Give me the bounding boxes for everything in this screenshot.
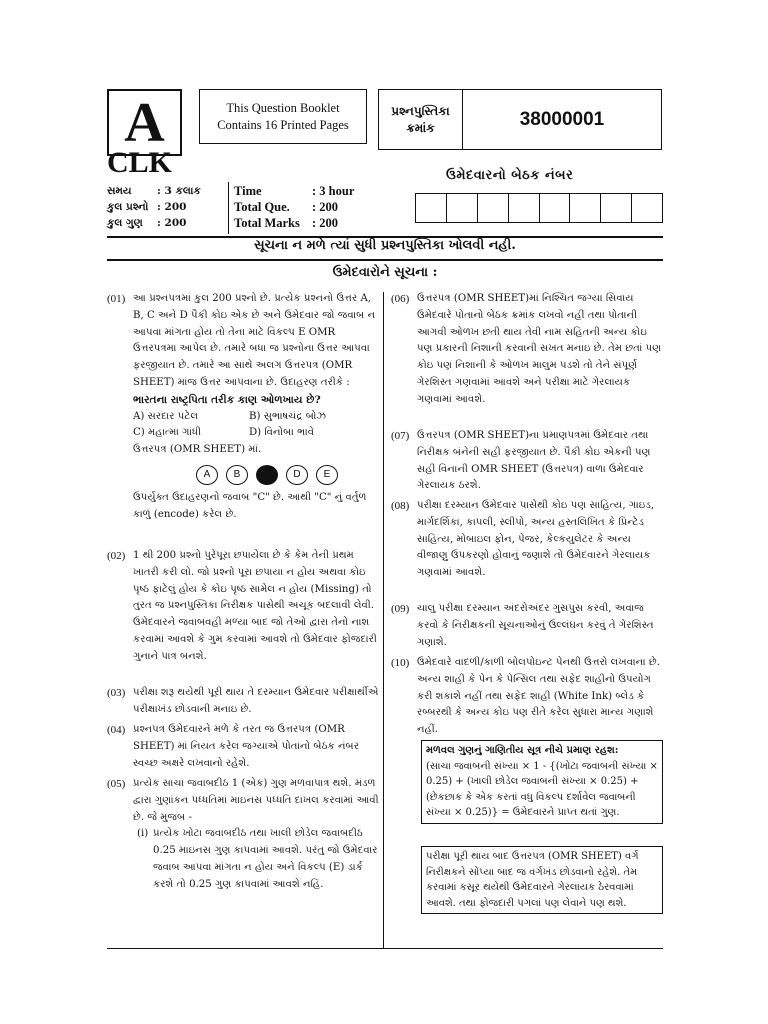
instruction-number: (10) [391, 657, 410, 669]
roll-number-cell[interactable] [601, 194, 632, 222]
omr-bubble: B [226, 465, 248, 485]
example-option: B) સુભાષચંદ્ર બોઝ [249, 410, 327, 422]
omr-label: ઉત્તરપત્ર (OMR SHEET) માં. [133, 444, 262, 456]
instruction-04 [107, 722, 379, 772]
meta-value: : 200 [312, 200, 339, 214]
roll-number-cell[interactable] [632, 194, 662, 222]
omr-bubble: A [196, 465, 218, 485]
example-options [133, 409, 379, 443]
meta-divider [228, 182, 229, 234]
instruction-text: પરીક્ષા શરૂ થયેથી પૂરી થાય તે દરમ્યાન ઉમેદવાર પરીક્ષાર્થીએ પરીક્ષાખંડ છોડવાની મનાઇ છે. [133, 687, 379, 715]
instruction-number: (05) [107, 778, 126, 790]
subpoint-text: પ્રત્યેક ખોટા જવાબદીઠ તથા ખાલી છોડેલ જવાબદીઠ 0.25 માઇનસ ગુણ કાપવામાં આવશે. પરંતુ જો ઉમેદવાર જવાબ આપવા માંગતા ન હોય અને વિકલ્પ (E) ડાર્ક કરશે તો 0.25 ગુણ કાપવામાં આવશે નહિં. [153, 828, 378, 890]
instruction-08 [391, 498, 663, 582]
meta-value: : 200 [157, 201, 187, 213]
instruction-text: પરીક્ષા દરમ્યાન ઉમેદવાર પાસેથી કોઇ પણ સાહિત્ય, ગાઇડ, માર્ગદર્શિકા, કાપલી, સ્લીપો, અન્ય હસ્તલિખિત કે પ્રિન્ટેડ સાહિત્ય, મોબાઇલ ફોન, પેજર, કેલ્કયુલેટર કે અન્ય વીજાણુ ઉપકરણો હોવાનું જણાશે તો ઉમેદવારને ગેરલાયક ગણવામાં આવશે. [417, 500, 655, 579]
instruction-number: (01) [107, 293, 126, 305]
booklet-info-box [199, 89, 367, 144]
roll-number-grid[interactable] [415, 193, 663, 223]
serial-label-line-1: પ્રશ્નપુસ્તિકા [391, 104, 450, 119]
serial-label [379, 90, 463, 149]
omr-bubble: E [316, 465, 338, 485]
meta-row [107, 199, 225, 215]
meta-row [107, 215, 225, 231]
meta-label: સમય [107, 185, 132, 197]
meta-row [234, 199, 404, 215]
booklet-info-line-2: Contains 16 Printed Pages [217, 117, 349, 132]
instruction-01 [107, 291, 379, 524]
instruction-text: પ્રશ્નપત્ર ઉમેદવારને મળે કે તરત જ ઉત્તરપત્ર (OMR SHEET) માં નિયત કરેલ જગ્યાએ પોતાનો બેઠક નંબર સ્વચ્છ અક્ષરે લખવાનો રહેશે. [133, 724, 360, 769]
submission-note-text: પરીક્ષા પૂરી થાય બાદ ઉત્તરપત્ર (OMR SHEET) વર્ગ નિરીક્ષકને સોંપ્યા બાદ જ વર્ગખંડ છોડવાનો રહેશે. તેમ કરવામાં કસૂર થયેથી ઉમેદવારને ગેરલાયક ઠેરવવામાં આવશે. તથા ફોજદારી પગલાં પણ લેવાને પણ થશે. [426, 851, 639, 909]
booklet-info-line-1: This Question Booklet [226, 101, 340, 116]
instruction-09 [391, 601, 663, 651]
instruction-number: (08) [391, 500, 410, 512]
meta-value: : 3 hour [312, 184, 355, 198]
instruction-number: (09) [391, 603, 410, 615]
scoring-formula-title: મળવલ ગુણનું ગાણિતીય સૂત્ર નીચે પ્રમાણ રહશ: [426, 745, 619, 756]
instruction-number: (02) [107, 550, 126, 562]
booklet-serial-box [378, 89, 662, 150]
roll-number-cell[interactable] [416, 194, 447, 222]
serial-number: 38000001 [519, 108, 605, 130]
instruction-number: (03) [107, 687, 126, 699]
instruction-number: (04) [107, 724, 126, 736]
instruction-06 [391, 291, 663, 409]
omr-bubble-filled: C [256, 465, 278, 485]
instructions-title: ઉમેદવારોને સૂચના : [332, 265, 438, 280]
rule-middle [107, 259, 663, 261]
meta-label: કુલ ગુણ [107, 217, 143, 229]
exam-code: CLK [107, 146, 173, 179]
roll-number-title: ઉમેદવારનો બેઠક નંબર [446, 168, 574, 183]
scoring-formula-box [421, 740, 663, 824]
notice-line: સૂચના ન મળે ત્યાં સુધી પ્રશ્નપુસ્તિકા ખોલવી નહી. [254, 238, 516, 253]
meta-value: : 200 [312, 216, 339, 230]
serial-label-line-2: ક્રમાંક [406, 120, 435, 135]
instruction-text: ઉત્તરપત્ર (OMR SHEET)ના પ્રમાણપત્રમાં ઉમેદવાર તથા નિરીક્ષક બંનેની સહી ફરજીયાત છે. પૈકી કોઇ એકની પણ સહી વિનાની OMR SHEET (ઉત્તરપત્ર) વાળા ઉમેદવાર ગેરલાયક ઠરશે. [417, 430, 651, 492]
roll-number-cell[interactable] [447, 194, 478, 222]
meta-gujarati [107, 183, 225, 231]
instruction-02 [107, 548, 379, 666]
instruction-03 [107, 685, 379, 719]
instruction-10 [391, 655, 663, 739]
example-explanation: ઉપર્યુક્ત ઉદાહરણનો જવાબ "C" છે. આથી "C" નું વર્તુળ કાળું (encode) કરેલ છે. [133, 491, 367, 520]
meta-value: : 3 કલાક [157, 185, 201, 197]
roll-number-cell[interactable] [478, 194, 509, 222]
meta-row [107, 183, 225, 199]
instruction-07 [391, 428, 663, 495]
instruction-text: ઉત્તરપત્ર (OMR SHEET)માં નિશ્ચિત જગ્યા સિવાય ઉમેદવારે પોતાનો બેઠક ક્રમાંક લખવો નહીં તથા પોતાની આગવી ઓળખ છતી થાય તેવી નામ સહિતની અન્ય કોઇ પણ પ્રકારની નિશાની કરવાની સખત મનાઇ છે. તેમ છતાં પણ કોઇ પણ નિશાની કે ઓળખ માલુમ પડશે તો તેને સંપૂર્ણ ગેરશિસ્ત ગણવામાં આવશે અને પરીક્ષા માટે ગેરલાયક ગણવામાં આવશે. [417, 293, 662, 405]
submission-note-box [421, 846, 663, 914]
example-question: ભારતના રાષ્ટ્રપિતા તરીક કાણ ઓળખાય છે? [133, 393, 321, 406]
subpoint-number: (i) [137, 828, 149, 840]
omr-bubble: D [286, 465, 308, 485]
instruction-text: 1 થી 200 પ્રશ્નો પુરેપૂરા છપાયેલા છે કે કેમ તેની પ્રથમ ખાતરી કરી લો. જો પ્રશ્નો પૂરા છપાયા ન હોય અથવા કોઇ પૃષ્ઠ ફાટેલું હોય કે કોઇ પૃષ્ઠ સામેલ ન હોય (Missing) તો તુરત જ પ્રશ્નપુસ્તિકા નિરીક્ષક પાસેથી અચૂક બદલાવી લેવી. ઉમેદવારને જવાબવહી મળ્યા બાદ જો તેઓ દ્વારા તેનો નાશ કરવામાં આવશે કે ગુમ કરવામાં આવશે તો ઉમેદવાર ફોજદારી ગુનાને પાત્ર બનશે. [133, 550, 377, 662]
instruction-05 [107, 776, 379, 894]
meta-english [234, 183, 404, 231]
meta-row [234, 183, 404, 199]
example-option: D) વિનોબા ભાવે [249, 427, 315, 439]
meta-label: Total Marks [234, 216, 300, 230]
meta-label: કુલ પ્રશ્નો [107, 201, 149, 213]
rule-bottom [107, 948, 663, 949]
instruction-text: આ પ્રશ્નપત્રમાં કુલ 200 પ્રશ્નો છે. પ્રત્યેક પ્રશ્નનો ઉત્તર A, B, C અને D પૈકી કોઇ એક છે અને ઉમેદવાર જો જવાબ ન આપવા માંગતા હોય તો તેના માટે વિકલ્પ E OMR ઉત્તરપત્રમા આપેલ છે. તમારે બધા જ પ્રશ્નોના ઉત્તર આપવા ફરજીયાત છે. તમારે આ સાથે અલગ ઉત્તરપત્ર (OMR SHEET) માંજ ઉત્તર આપવાના છે. ઉદાહરણ તરીકે : [133, 293, 376, 388]
roll-number-cell[interactable] [540, 194, 571, 222]
scoring-formula-text: (સાચા જવાબની સંખ્યા × 1 - {(ખોટા જવાબની સંખ્યા × 0.25) + (ખાલી છોડેલ જવાબની સંખ્યા × 0.25) + (છેકછાક કે એક કરતાં વધુ વિકલ્પ દર્શાવેલ જવાબની સંખ્યા × 0.25)} = ઉમેદવારને પ્રાપ્ત થતાં ગુણ. [426, 760, 658, 818]
example-option: A) સરદાર પટેલ [133, 410, 199, 422]
question-set-letter: A [107, 89, 182, 156]
instruction-number: (06) [391, 293, 410, 305]
example-option: C) મહાત્મા ગાંધી [133, 427, 202, 439]
instruction-text: પ્રત્યેક સાચા જવાબદીઠ 1 (એક) ગુણ મળવાપાત્ર થશે. મંડળ દ્વારા ગુણાંકન પધ્ધતિમાં માઇનસ પધ્ધતિ દાખલ કરવામાં આવી છે. જે મુજબ - [133, 778, 379, 823]
instruction-text: ઉમેદવારે વાદળી/કાળી બોલપોઇન્ટ પેનથી ઉત્તરો લખવાના છે. અન્ય શાહી કે પેન કે પેન્સિલ તથા સફેદ શાહીનો ઉપયોગ કરી શકાશે નહીં તથા સફેદ શાહી (White Ink) બ્લેડ કે રબ્બરથી કે અન્ય કોઇ પણ રીતે કરેલ સુધારા માન્ય ગણાશે નહીં. [417, 657, 661, 736]
omr-bubble-row [133, 465, 379, 485]
meta-row [234, 215, 404, 231]
instruction-text: ચાલુ પરીક્ષા દરમ્યાન અંદરોઅંદર ગુસપુસ કરવી, અવાજ કરવો કે નિરીક્ષકની સૂચનાઓનું ઉલ્લંઘન કરવું તે ગેરશિસ્ત ગણાશે. [417, 603, 654, 648]
column-divider [383, 292, 384, 948]
roll-number-cell[interactable] [570, 194, 601, 222]
instruction-number: (07) [391, 430, 410, 442]
roll-number-cell[interactable] [509, 194, 540, 222]
meta-value: : 200 [157, 217, 187, 229]
meta-label: Time [234, 184, 262, 198]
meta-label: Total Que. [234, 200, 290, 214]
instruction-subpoint [137, 826, 379, 893]
